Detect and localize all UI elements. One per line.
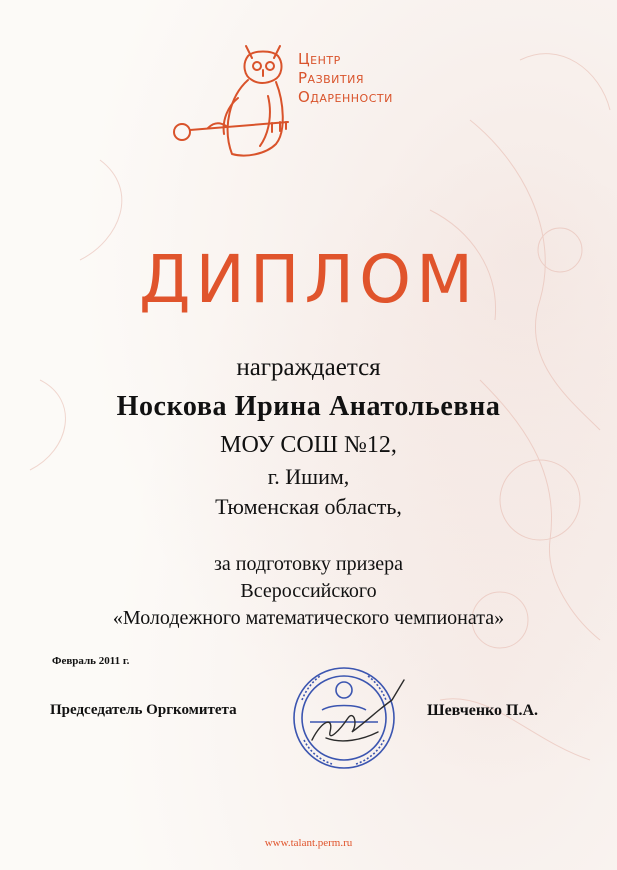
signature-position: Председатель Оргкомитета bbox=[50, 702, 237, 718]
recipient-city: г. Ишим, bbox=[267, 464, 350, 489]
logo-line1: Центр bbox=[298, 50, 341, 68]
recipient-region: Тюменская область, bbox=[215, 494, 402, 519]
recipient-name: Носкова Ирина Анатольевна bbox=[116, 391, 501, 422]
awarded-label: награждается bbox=[236, 354, 381, 381]
reason-line1: за подготовку призера bbox=[214, 553, 403, 575]
logo-line2: Развития bbox=[298, 69, 364, 87]
recipient-school: МОУ СОШ №12, bbox=[220, 432, 397, 458]
owl-key-logo-icon bbox=[168, 36, 298, 164]
reason-line3: «Молодежного математического чемпионата» bbox=[112, 607, 505, 629]
stamp-icon bbox=[282, 660, 412, 772]
diploma-title: ДИПЛОМ bbox=[138, 241, 479, 318]
logo-line3: Одаренности bbox=[298, 88, 393, 106]
issue-date: Февраль 2011 г. bbox=[52, 655, 130, 667]
signature-name: Шевченко П.А. bbox=[427, 702, 539, 719]
reason-line2: Всероссийского bbox=[240, 580, 377, 602]
website-url: www.talant.perm.ru bbox=[264, 837, 353, 849]
logo-text bbox=[298, 50, 393, 107]
